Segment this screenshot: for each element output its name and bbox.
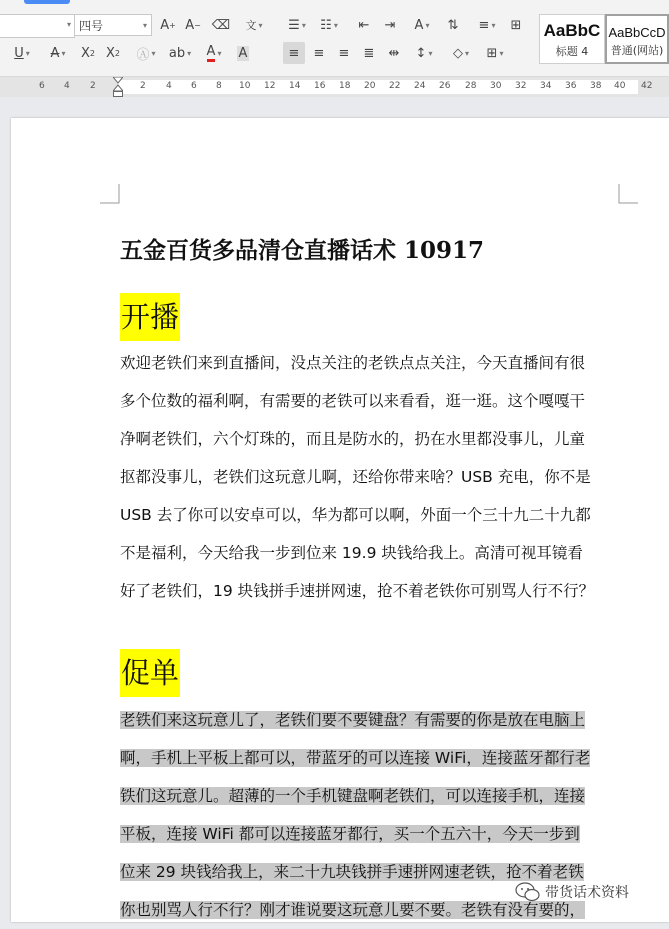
text-line: 平板，连接 WiFi 都可以连接蓝牙都行，买一个五六十，今天一步到 [120, 825, 580, 843]
table-tools-icon[interactable]: ⊞ [510, 17, 522, 33]
ruler-number: 24 [414, 81, 426, 91]
ruler-number: 26 [439, 81, 451, 91]
align-right-icon[interactable]: ≡ [338, 45, 350, 61]
active-tab-indicator [24, 0, 70, 4]
text-line: USB 去了你可以安卓可以，华为都可以啊，外面一个三十九二十九都 [120, 506, 591, 524]
margin-corner-mark [618, 184, 638, 204]
sort-icon[interactable]: ⇅ [447, 17, 459, 33]
section-heading-start: 开播 [120, 293, 180, 341]
text-line: 不是福利，今天给我一步到位来 19.9 块钱给我上。高清可视耳镜看 [120, 544, 583, 562]
wechat-icon [515, 881, 541, 903]
superscript-icon[interactable]: X 2 [81, 45, 95, 61]
font-name-box[interactable]: ▾ [0, 14, 75, 38]
text-line: 欢迎老铁们来到直播间，没点关注的老铁点点关注，今天直播间有很 [120, 354, 586, 372]
text-direction-icon[interactable]: A ▾ [414, 17, 430, 33]
text-line: 你也别骂人行不行？刚才谁说要这玩意儿要不要。老铁有没有要的， [120, 901, 586, 919]
ruler-number: 34 [540, 81, 552, 91]
distribute-icon[interactable]: ⇹ [388, 45, 400, 61]
line-spacing-icon[interactable]: ≡ ▾ [478, 17, 496, 33]
wechat-watermark [515, 878, 629, 906]
grow-font-icon[interactable]: A + [160, 17, 176, 33]
text-line: 净啊老铁们，六个灯珠的，而且是防水的，扔在水里都没事儿，儿童 [120, 430, 586, 448]
ruler-number: 10 [239, 81, 251, 91]
watermark-text: 带货话术资料 [545, 885, 629, 901]
text-line: 好了老铁们，19 块钱拼手速拼网速，抢不着老铁你可别骂人行不行？ [120, 582, 595, 600]
ruler-number: 6 [39, 81, 45, 91]
horizontal-ruler[interactable] [0, 77, 669, 97]
ruler-number: 16 [314, 81, 326, 91]
text-line: 抠都没事儿，老铁们这玩意儿啊，还给你带来啥？USB 充电，你不是 [120, 468, 591, 486]
ruler-number: 28 [465, 81, 477, 91]
text-effect-icon[interactable]: Ⓐ ▾ [136, 47, 156, 63]
style-normal-web[interactable]: AaBbCcD 普通(网站) [605, 14, 669, 64]
borders-icon[interactable]: ⊞ ▾ [486, 45, 504, 61]
shading-icon[interactable]: ◇ ▾ [452, 45, 469, 61]
style-heading4[interactable]: AaBbC 标题 4 [539, 14, 605, 64]
paragraph-spacing-icon[interactable]: ↕ ▾ [415, 45, 433, 61]
ribbon-toolbar [0, 0, 669, 77]
document-title: 五金百货多品清仓直播话术 10917 [120, 237, 485, 264]
strikethrough-icon[interactable]: A ▾ [50, 45, 66, 61]
shrink-font-icon[interactable]: A − [185, 17, 201, 33]
font-size-select[interactable]: 四号 ▾ [74, 14, 152, 36]
text-line: 多个位数的福利啊，有需要的老铁可以来看看，逛一逛。这个嘎嘎干 [120, 392, 586, 410]
align-left-icon[interactable]: ≡ [283, 42, 305, 64]
text-line: 啊，手机上平板上都可以，带蓝牙的可以连接 WiFi，连接蓝牙都行老 [120, 749, 591, 767]
ruler-number: 14 [289, 81, 301, 91]
ruler-number: 4 [166, 81, 172, 91]
justify-icon[interactable]: ≣ [363, 45, 375, 61]
text-line: 位来 29 块钱给我上，来二十九块钱拼手速拼网速老铁，抢不着老铁 [120, 863, 584, 881]
decrease-indent-icon[interactable]: ⇤ [358, 17, 370, 33]
ruler-number: 2 [140, 81, 146, 91]
increase-indent-icon[interactable]: ⇥ [384, 17, 396, 33]
ruler-number: 40 [614, 81, 626, 91]
underline-icon[interactable]: U ▾ [14, 45, 30, 61]
phonetic-guide-icon[interactable]: 文 ▾ [245, 19, 263, 32]
paragraph-opening [120, 344, 620, 610]
section-heading-closing: 促单 [120, 649, 180, 697]
ruler-number: 30 [490, 81, 502, 91]
ruler-number: 2 [90, 81, 96, 91]
char-shading-icon[interactable]: A [238, 45, 248, 61]
subscript-icon[interactable]: X 2 [106, 45, 120, 61]
indent-marker-icon[interactable] [113, 77, 123, 97]
clear-format-icon[interactable]: ⌫ [211, 17, 231, 33]
align-center-icon[interactable]: ≡ [313, 45, 325, 61]
ruler-number: 4 [64, 81, 70, 91]
ruler-number: 18 [339, 81, 351, 91]
text-line: 铁们这玩意儿。超薄的一个手机键盘啊老铁们，可以连接手机，连接 [120, 787, 586, 805]
ruler-number: 38 [590, 81, 602, 91]
ruler-number: 12 [264, 81, 276, 91]
ruler-number: 6 [191, 81, 197, 91]
font-color-icon[interactable]: A ▾ [200, 42, 228, 64]
ruler-number: 32 [515, 81, 527, 91]
margin-corner-mark [100, 184, 120, 204]
ruler-number: 42 [641, 81, 653, 91]
bullet-list-icon[interactable]: ☰ ▾ [288, 17, 306, 33]
ruler-number: 22 [389, 81, 401, 91]
ruler-number: 20 [364, 81, 376, 91]
ruler-number: 8 [216, 81, 222, 91]
ruler-number: 36 [565, 81, 577, 91]
text-line: 老铁们来这玩意儿了，老铁们要不要键盘？有需要的你是放在电脑上 [120, 711, 586, 729]
numbered-list-icon[interactable]: ☷ ▾ [320, 17, 338, 33]
highlight-icon[interactable]: ab ▾ [168, 45, 192, 61]
